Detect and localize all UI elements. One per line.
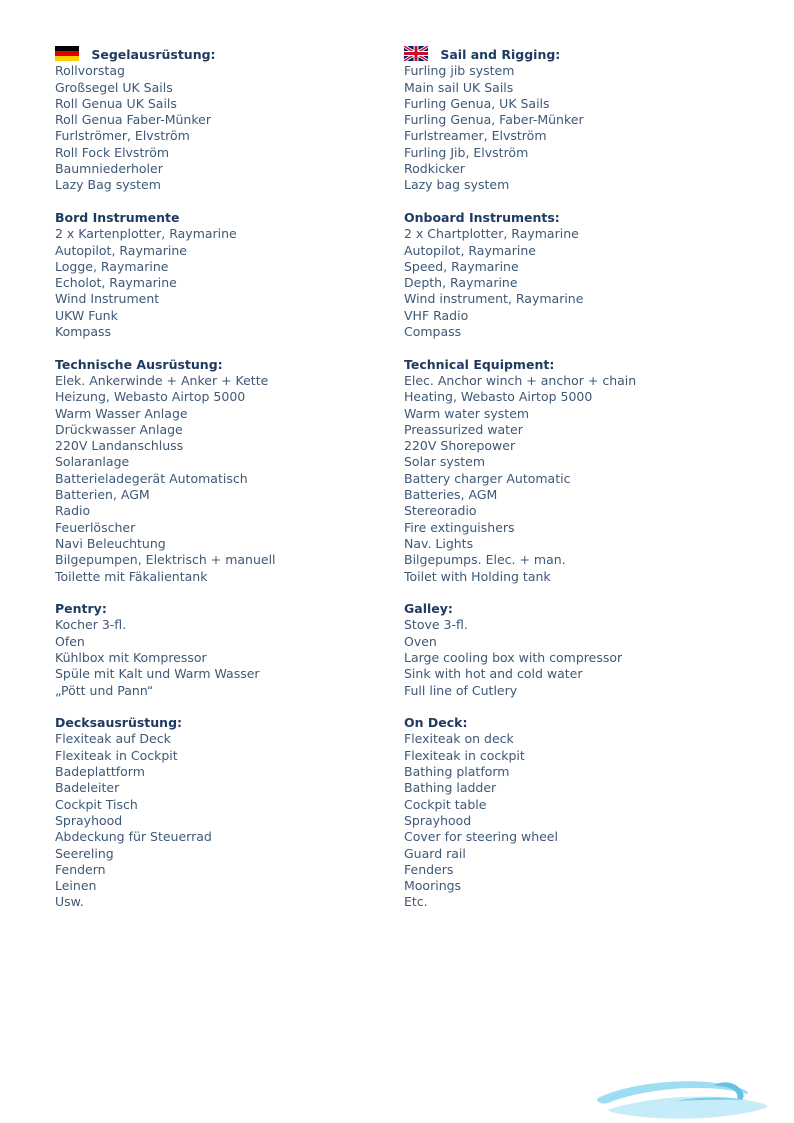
list-item: Nav. Lights	[404, 535, 474, 551]
section-title-text: Galley:	[404, 601, 453, 617]
list-item: Autopilot, Raymarine	[404, 242, 536, 258]
list-item: Sprayhood	[55, 812, 123, 828]
list-item: Rodkicker	[404, 161, 465, 177]
section-heading	[55, 715, 400, 731]
list-item: Bilgepumps. Elec. + man.	[404, 552, 566, 568]
list-item: Baumniederholer	[55, 161, 163, 177]
section-title-text: Technical Equipment:	[404, 356, 555, 372]
list-item: Badeleiter	[55, 780, 120, 796]
list-item: 2 x Chartplotter, Raymarine	[404, 226, 579, 242]
list-item: Wind Instrument	[55, 291, 160, 307]
section-heading	[404, 210, 749, 226]
list-item: Furling jib system	[404, 63, 515, 79]
list-item: 2 x Kartenplotter, Raymarine	[55, 226, 237, 242]
list-item: VHF Radio	[404, 307, 469, 323]
list-item: Stove 3-fl.	[404, 617, 468, 633]
list-item: Battery charger Automatic	[404, 470, 571, 486]
column-english	[404, 46, 749, 911]
list-item: Heizung, Webasto Airtop 5000	[55, 389, 246, 405]
list-item: Autopilot, Raymarine	[55, 242, 187, 258]
list-item: Kocher 3-fl.	[55, 617, 127, 633]
list-item: Heating, Webasto Airtop 5000	[404, 389, 593, 405]
list-item: Guard rail	[404, 845, 466, 861]
list-item: Abdeckung für Steuerrad	[55, 829, 212, 845]
list-item: Flexiteak in Cockpit	[55, 747, 178, 763]
list-item: Elec. Anchor winch + anchor + chain	[404, 372, 637, 388]
list-item: Preassurized water	[404, 421, 523, 437]
list-item: Seereling	[55, 845, 114, 861]
section-title-text: Onboard Instruments:	[404, 209, 560, 225]
list-item: Großsegel UK Sails	[55, 79, 173, 95]
list-item: Solaranlage	[55, 454, 130, 470]
section-title-text: Technische Ausrüstung:	[55, 356, 223, 372]
list-item: Roll Genua UK Sails	[55, 95, 177, 111]
list-item: Logge, Raymarine	[55, 258, 169, 274]
list-item: Batterien, AGM	[55, 487, 150, 503]
list-item: Toilette mit Fäkalientank	[55, 568, 208, 584]
section-heading	[55, 210, 400, 226]
list-item: Furling Jib, Elvström	[404, 144, 529, 160]
list-item: Furlstreamer, Elvström	[404, 128, 547, 144]
list-item: Cockpit Tisch	[55, 796, 138, 812]
section-heading	[404, 715, 749, 731]
section-heading	[404, 46, 749, 63]
list-item: Usw.	[55, 894, 84, 910]
section-german-0	[55, 46, 400, 194]
section-german-4	[55, 715, 400, 911]
list-item: Leinen	[55, 878, 97, 894]
section-heading	[55, 357, 400, 373]
list-item: 220V Landanschluss	[55, 438, 184, 454]
list-item: Flexiteak on deck	[404, 731, 514, 747]
list-item: Batteries, AGM	[404, 487, 498, 503]
list-item: Fire extinguishers	[404, 519, 515, 535]
list-item: Lazy bag system	[404, 177, 510, 193]
list-item: „Pött und Pann“	[55, 682, 154, 698]
list-item: Furling Genua, Faber-Münker	[404, 112, 584, 128]
list-item: Lazy Bag system	[55, 177, 161, 193]
list-item: Depth, Raymarine	[404, 275, 518, 291]
section-german-3	[55, 601, 400, 699]
wave-swoosh-logo	[596, 1076, 771, 1123]
german-flag-icon	[55, 46, 79, 61]
list-item: Sink with hot and cold water	[404, 666, 583, 682]
section-title-text: Decksausrüstung:	[55, 715, 183, 731]
list-item: Fenders	[404, 861, 454, 877]
list-item: Echolot, Raymarine	[55, 275, 177, 291]
list-item: Kühlbox mit Kompressor	[55, 649, 207, 665]
list-item: Solar system	[404, 454, 486, 470]
list-item: Drückwasser Anlage	[55, 421, 183, 437]
list-item: Warm Wasser Anlage	[55, 405, 188, 421]
list-item: 220V Shorepower	[404, 438, 516, 454]
list-item: Speed, Raymarine	[404, 258, 519, 274]
list-item: Main sail UK Sails	[404, 79, 514, 95]
section-english-2	[404, 357, 749, 585]
list-item: Elek. Ankerwinde + Anker + Kette	[55, 372, 269, 388]
list-item: Radio	[55, 503, 91, 519]
list-item: Furling Genua, UK Sails	[404, 95, 550, 111]
section-english-4	[404, 715, 749, 911]
column-german	[55, 46, 400, 911]
list-item: Roll Genua Faber-Münker	[55, 112, 211, 128]
list-item: Flexiteak in cockpit	[404, 747, 525, 763]
section-heading	[404, 357, 749, 373]
list-item: Cockpit table	[404, 796, 487, 812]
list-item: Oven	[404, 633, 437, 649]
list-item: Kompass	[55, 324, 112, 340]
list-item: Etc.	[404, 894, 428, 910]
list-item: Wind instrument, Raymarine	[404, 291, 584, 307]
list-item: Batterieladegerät Automatisch	[55, 470, 248, 486]
section-english-0	[404, 46, 749, 194]
section-title-text: Pentry:	[55, 601, 107, 617]
list-item: Navi Beleuchtung	[55, 535, 166, 551]
section-heading	[404, 601, 749, 617]
section-title-text: Sail and Rigging:	[440, 47, 561, 62]
list-item: Feuerlöscher	[55, 519, 136, 535]
list-item: Sprayhood	[404, 812, 472, 828]
list-item: Furlströmer, Elvström	[55, 128, 190, 144]
section-title-text: Segelausrüstung:	[91, 47, 216, 62]
list-item: Full line of Cutlery	[404, 682, 518, 698]
section-german-2	[55, 357, 400, 585]
list-item: Badeplattform	[55, 764, 145, 780]
section-heading	[55, 46, 400, 63]
list-item: Toilet with Holding tank	[404, 568, 551, 584]
section-title-text: On Deck:	[404, 715, 468, 731]
list-item: Warm water system	[404, 405, 530, 421]
list-item: Cover for steering wheel	[404, 829, 558, 845]
list-item: UKW Funk	[55, 307, 118, 323]
list-item: Stereoradio	[404, 503, 477, 519]
list-item: Bathing platform	[404, 764, 510, 780]
section-german-1	[55, 210, 400, 340]
section-title-text: Bord Instrumente	[55, 209, 180, 225]
list-item: Bilgepumpen, Elektrisch + manuell	[55, 552, 276, 568]
list-item: Rollvorstag	[55, 63, 125, 79]
list-item: Large cooling box with compressor	[404, 649, 623, 665]
list-item: Ofen	[55, 633, 85, 649]
list-item: Compass	[404, 324, 462, 340]
section-english-3	[404, 601, 749, 699]
list-item: Moorings	[404, 878, 462, 894]
list-item: Roll Fock Elvström	[55, 144, 170, 160]
section-heading	[55, 601, 400, 617]
section-english-1	[404, 210, 749, 340]
uk-flag-icon	[404, 46, 428, 61]
list-item: Flexiteak auf Deck	[55, 731, 171, 747]
list-item: Bathing ladder	[404, 780, 497, 796]
list-item: Fendern	[55, 861, 106, 877]
list-item: Spüle mit Kalt und Warm Wasser	[55, 666, 260, 682]
